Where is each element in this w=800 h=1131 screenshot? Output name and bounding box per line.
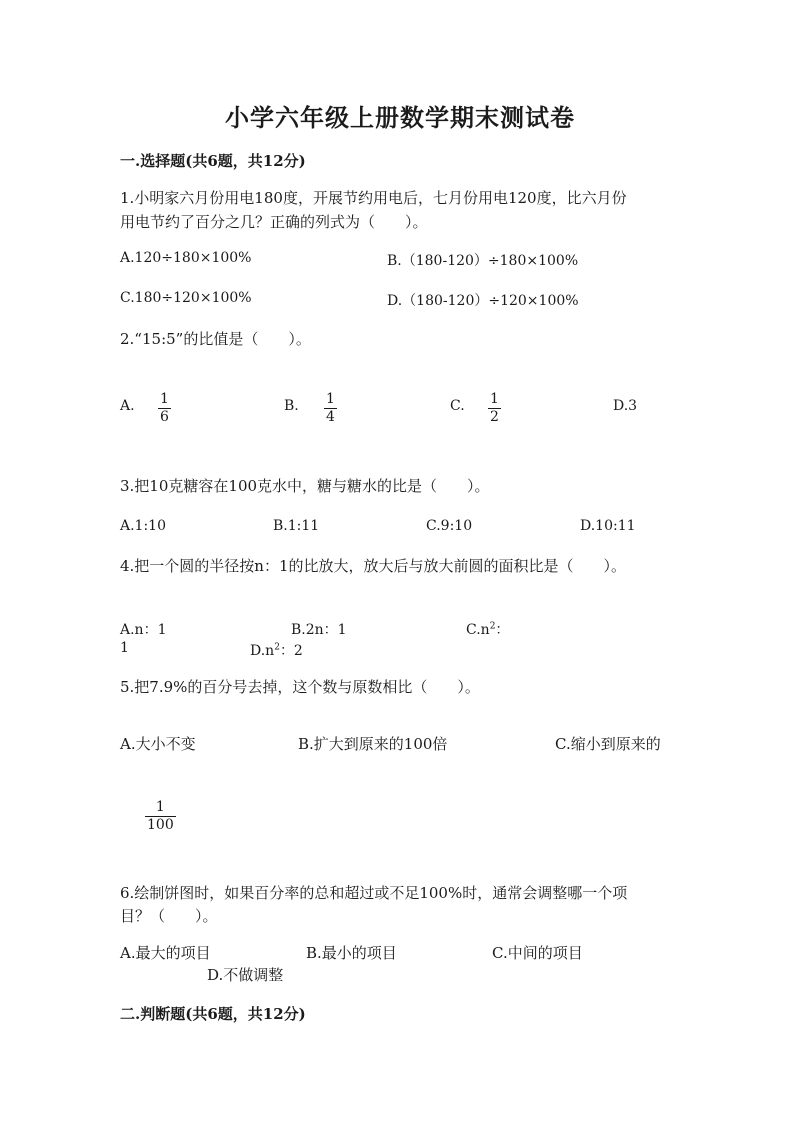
section-heading-choice: 一.选择题(共6题，共12分) [120,152,306,170]
superscript: 2 [489,621,496,632]
question-2-option-b-label: B. [284,398,299,414]
question-1-option-a: A.120÷180×100% [120,250,252,266]
fraction-denominator: 100 [147,817,174,833]
section-heading-judgment: 二.判断题(共6题，共12分) [120,1005,306,1023]
question-2-option-a-fraction [158,392,171,425]
question-1-option-c: C.180÷120×100% [120,290,252,306]
superscript: 2 [274,642,280,653]
option-text: ：2 [279,643,303,659]
question-2-stem: 2.“15:5”的比值是（ ）。 [120,330,311,348]
question-1-line-2: 用电节约了百分之几？正确的列式为（ ）。 [120,213,428,231]
question-1-option-b: B.（180-120）÷180×100% [387,253,579,269]
question-3-option-c: C.9:10 [426,518,473,534]
fraction-numerator: 1 [160,391,169,407]
question-4-option-c [466,619,509,639]
question-1-option-d: D.（180-120）÷120×100% [387,293,579,309]
question-5-option-b: B.扩大到原来的100倍 [298,735,448,753]
question-3-option-b: B.1:11 [273,518,320,534]
fraction-denominator: 2 [490,409,499,425]
question-4-option-d [250,640,303,660]
question-4-option-a: A.n：1 [120,622,167,638]
fraction-denominator: 4 [326,409,335,425]
option-text: D.n [250,643,275,659]
question-5-option-a: A.大小不变 [120,735,196,753]
question-3-option-d: D.10:11 [580,518,636,534]
question-1-line-1: 1.小明家六月份用电180度，开展节约用电后，七月份用电120度，比六月份 [120,189,627,207]
fraction-denominator: 6 [160,409,169,425]
question-6-line-2: 目？（ ）。 [120,907,218,925]
question-5-option-c-fraction [145,800,176,833]
question-3-option-a: A.1:10 [120,518,166,534]
question-2-option-c-fraction [488,392,501,425]
fraction-numerator: 1 [155,799,165,815]
question-4-stem: 4.把一个圆的半径按n：1的比放大，放大后与放大前圆的面积比是（ ）。 [120,557,627,575]
question-6-option-a: A.最大的项目 [120,944,211,962]
question-2-option-b-fraction [324,392,337,425]
fraction-numerator: 1 [326,391,335,407]
question-3-stem: 3.把10克糖容在100克水中，糖与糖水的比是（ ）。 [120,477,490,495]
question-6-line-1: 6.绘制饼图时，如果百分率的总和超过或不足100%时，通常会调整哪一个项 [120,884,628,902]
question-4-option-b: B.2n：1 [291,622,347,638]
question-6-option-d: D.不做调整 [207,966,284,984]
question-5-option-c: C.缩小到原来的 [555,735,661,753]
option-text: ： [495,622,510,638]
option-text: C.n [466,622,490,638]
question-4-option-c-continued: 1 [120,640,129,656]
fraction-numerator: 1 [490,391,499,407]
question-2-option-c-label: C. [450,398,465,414]
question-5-stem: 5.把7.9%的百分号去掉，这个数与原数相比（ ）。 [120,678,480,696]
question-2-option-d: D.3 [613,398,638,414]
question-6-option-b: B.最小的项目 [306,944,397,962]
page-title: 小学六年级上册数学期末测试卷 [225,103,575,132]
question-6-option-c: C.中间的项目 [492,944,583,962]
question-2-option-a-label: A. [120,398,135,414]
